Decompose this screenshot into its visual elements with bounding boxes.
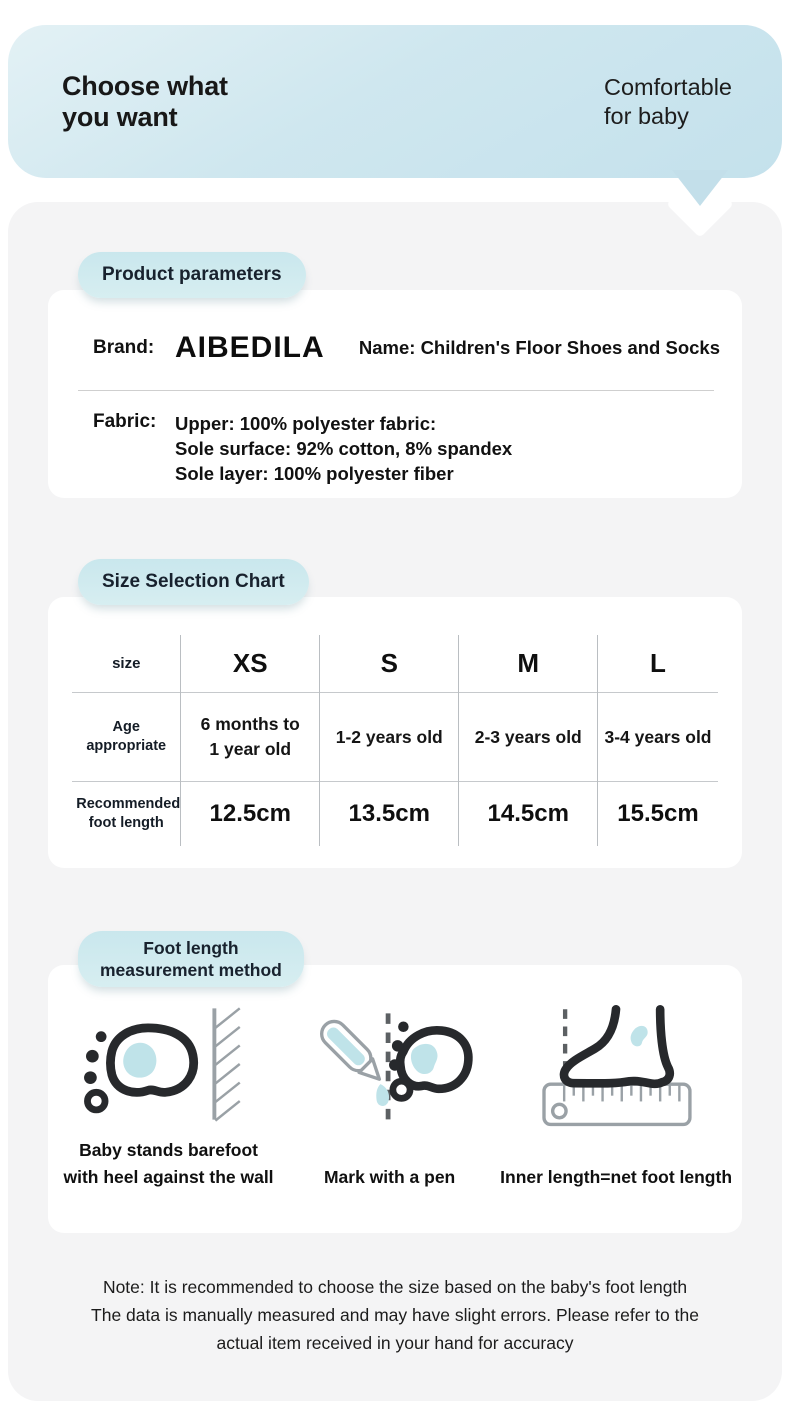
table-row-age xyxy=(72,693,718,782)
measurement-step-1 xyxy=(58,993,279,1191)
foot-length-cell: 12.5cm xyxy=(181,782,320,847)
foot-length-cell: 15.5cm xyxy=(598,782,718,847)
note-line: The data is manually measured and may have slight errors. Please refer to the xyxy=(91,1305,699,1325)
size-note xyxy=(8,1273,782,1357)
age-cell: 1-2 years old xyxy=(320,693,459,782)
step-caption: Baby stands barefoot with heel against the wall xyxy=(63,1140,274,1187)
section-label-line2: measurement method xyxy=(100,960,282,980)
footprint-wall-icon xyxy=(66,993,271,1135)
size-table xyxy=(72,635,718,846)
content-panel xyxy=(8,202,782,1401)
brand-row xyxy=(93,328,730,368)
size-cell: L xyxy=(598,635,718,693)
section-pill-size-chart xyxy=(78,559,309,605)
tagline xyxy=(604,73,732,131)
step-caption: Inner length=net foot length xyxy=(500,1167,733,1187)
product-name: Name: Children's Floor Shoes and Socks xyxy=(358,337,720,358)
page-title xyxy=(62,71,228,133)
note-line: Note: It is recommended to choose the size based on the baby's foot length xyxy=(102,1277,688,1297)
size-cell: XS xyxy=(181,635,320,693)
fabric-line: Upper: 100% polyester fabric: xyxy=(175,413,437,434)
age-cell: 3-4 years old xyxy=(598,693,718,782)
note-line: actual item received in your hand for accuracy xyxy=(216,1333,574,1353)
fabric-row xyxy=(93,391,730,486)
section-label: Size Selection Chart xyxy=(102,571,285,592)
section-pill-measurement xyxy=(78,931,304,987)
tagline-line1: Comfortable xyxy=(604,73,732,100)
page-title-line2: you want xyxy=(62,101,178,132)
product-parameters-card xyxy=(48,290,742,498)
size-cell: S xyxy=(320,635,459,693)
fabric-line: Sole layer: 100% polyester fiber xyxy=(175,463,454,484)
section-label-line1: Foot length xyxy=(143,938,239,958)
step-caption: Mark with a pen xyxy=(323,1167,456,1187)
size-cell: M xyxy=(459,635,598,693)
brand-label: Brand: xyxy=(93,337,155,358)
section-pill-product-parameters xyxy=(78,252,306,298)
brand-value: AIBEDILA xyxy=(175,331,325,364)
measurement-step-2 xyxy=(279,993,500,1191)
section-label: Product parameters xyxy=(102,264,282,285)
table-row-sizes xyxy=(72,635,718,693)
measurement-card xyxy=(48,965,742,1233)
row-label: Recommended foot length xyxy=(72,782,181,847)
age-cell: 2-3 years old xyxy=(459,693,598,782)
foot-length-cell: 14.5cm xyxy=(459,782,598,847)
fabric-label: Fabric: xyxy=(93,411,157,432)
foot-length-cell: 13.5cm xyxy=(320,782,459,847)
size-chart-card xyxy=(48,597,742,868)
age-cell: 6 months to 1 year old xyxy=(181,693,320,782)
page-title-line1: Choose what xyxy=(62,70,228,101)
fabric-details xyxy=(175,411,512,486)
header-banner xyxy=(8,25,782,178)
pen-mark-icon xyxy=(304,993,476,1135)
tagline-line2: for baby xyxy=(604,102,689,129)
foot-ruler-icon xyxy=(520,993,712,1135)
row-label: size xyxy=(112,655,141,672)
fabric-line: Sole surface: 92% cotton, 8% spandex xyxy=(175,438,513,459)
table-row-foot-length xyxy=(72,782,718,847)
row-label: Age appropriate xyxy=(72,693,181,782)
measurement-step-3 xyxy=(500,993,732,1191)
